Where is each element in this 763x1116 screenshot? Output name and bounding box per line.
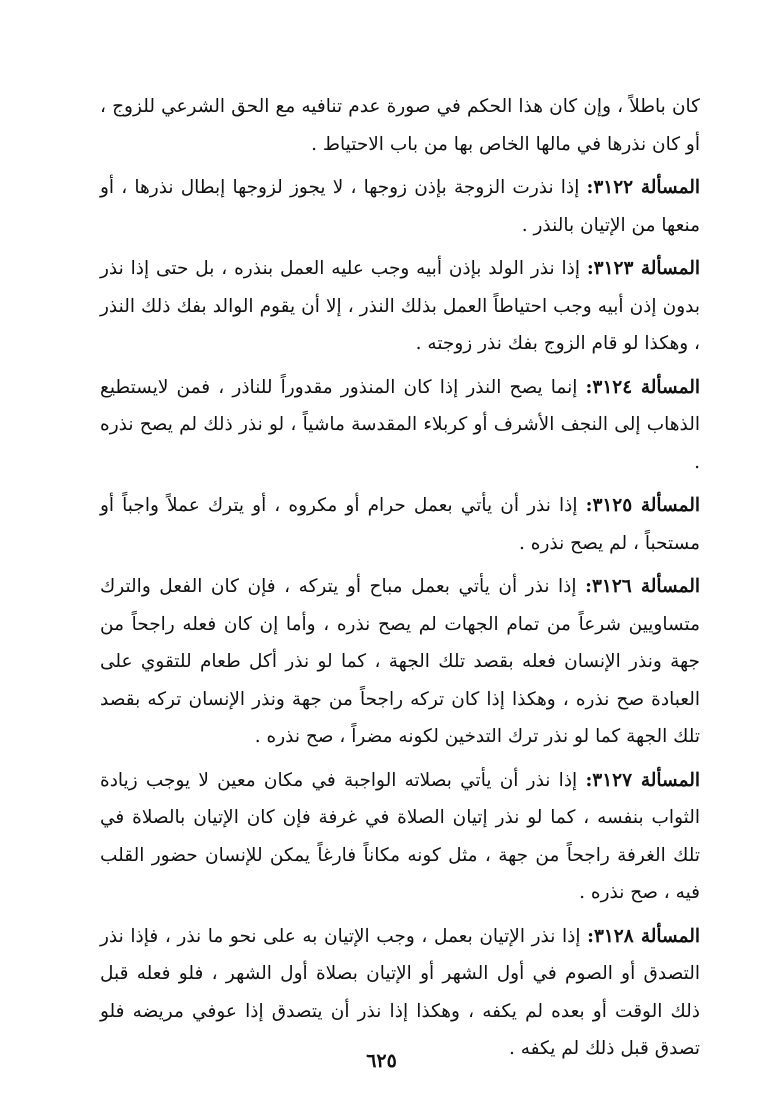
issue-3126 bbox=[100, 568, 700, 756]
issue-label: المسألة ٣١٢٢: bbox=[586, 177, 701, 198]
issue-label: المسألة ٣١٢٤: bbox=[585, 376, 701, 398]
issue-text: إنما يصح النذر إذا كان المنذور مقدوراً للناذر ، فمن لايستطيع الذهاب إلى النجف الأشرف أو كربلاء المقدسة ماشياً ، لو نذر ذلك لم يصح نذره . bbox=[100, 376, 700, 473]
issue-3127 bbox=[100, 762, 700, 912]
issue-label: المسألة ٣١٢٦: bbox=[585, 576, 701, 597]
issue-3128 bbox=[100, 918, 700, 1068]
page-body bbox=[100, 88, 700, 1068]
issue-text: إذا نذر الإتيان بعمل ، وجب الإتيان به على نحو ما نذر ، فإذا نذر التصدق أو الصوم في أول الشهر أو الإتيان بصلاة أول الشهر ، فلو فعله قبل ذلك الوقت أو بعده لم يكفه ، وهكذا إذا نذر أن يتصدق إذا عوفي مريضه فلو تصدق قبل ذلك لم يكفه . bbox=[100, 925, 700, 1059]
issue-3123 bbox=[100, 250, 700, 363]
paragraph-text: كان باطلاً ، وإن كان هذا الحكم في صورة عدم تنافيه مع الحق الشرعي للزوج ، أو كان نذرها في مالها الخاص بها من باب الاحتياط . bbox=[100, 96, 700, 155]
issue-text: إذا نذرت الزوجة بإذن زوجها ، لا يجوز لزوجها إبطال نذرها ، أو منعها من الإتيان بالنذر . bbox=[100, 177, 700, 236]
issue-label: المسألة ٣١٢٣: bbox=[586, 258, 700, 279]
issue-label: المسألة ٣١٢٧: bbox=[585, 769, 700, 791]
issue-3125 bbox=[100, 487, 700, 562]
paragraph-continuation bbox=[100, 88, 700, 163]
page-number: ٦٢٥ bbox=[366, 1050, 397, 1072]
issue-label: المسألة ٣١٢٨: bbox=[587, 925, 701, 947]
issue-text: إذا نذر الولد بإذن أبيه وجب عليه العمل بنذره ، بل حتى إذا نذر بدون إذن أبيه وجب احتياطاً العمل بذلك النذر ، إلا أن يقوم الوالد بفك ذلك النذر ، وهكذا لو قام الزوج بفك نذر زوجته . bbox=[100, 258, 700, 354]
issue-text: إذا نذر أن يأتي بعمل مباح أو يتركه ، فإن كان الفعل والترك متساويين شرعاً من تمام الجهات لم يصح نذره ، وأما إن كان فعله راجحاً من جهة ونذر الإنسان فعله بقصد تلك الجهة ، كما لو نذر أكل طعام للتقوي على العبادة صح نذره ، وهكذا إذا كان تركه راجحاً من جهة ونذر الإنسان تركه بقصد تلك الجهة كما لو نذر ترك التدخين لكونه مضراً ، صح نذره . bbox=[100, 576, 700, 747]
issue-3122 bbox=[100, 169, 700, 244]
issue-label: المسألة ٣١٢٥: bbox=[585, 495, 701, 516]
issue-text: إذا نذر أن يأتي بصلاته الواجبة في مكان معين لا يوجب زيادة الثواب بنفسه ، كما لو نذر إتيان الصلاة في غرفة فإن كان الإتيان بالصلاة في تلك الغرفة راجحاً من جهة ، مثل كونه مكاناً فارغاً يمكن للإنسان حضور القلب فيه ، صح نذره . bbox=[100, 769, 700, 903]
issue-3124 bbox=[100, 369, 700, 482]
issue-text: إذا نذر أن يأتي بعمل حرام أو مكروه ، أو يترك عملاً واجباً أو مستحباً ، لم يصح نذره . bbox=[100, 495, 700, 554]
